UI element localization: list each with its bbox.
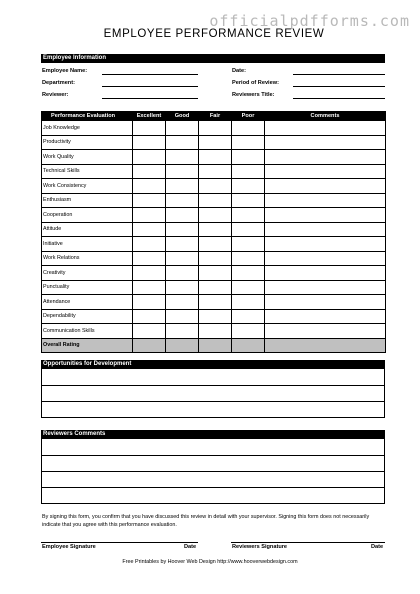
poor-cell[interactable] <box>232 324 265 339</box>
comments-line[interactable] <box>42 439 384 455</box>
table-row <box>42 135 386 150</box>
criterion-label: Overall Rating <box>42 338 133 353</box>
excellent-cell[interactable] <box>133 237 166 252</box>
table-row <box>42 121 386 136</box>
poor-cell[interactable] <box>232 251 265 266</box>
fair-cell[interactable] <box>199 193 232 208</box>
excellent-cell[interactable] <box>133 179 166 194</box>
fair-cell[interactable] <box>199 324 232 339</box>
table-row <box>42 251 386 266</box>
poor-cell[interactable] <box>232 280 265 295</box>
excellent-cell[interactable] <box>133 222 166 237</box>
comments-cell[interactable] <box>265 208 386 223</box>
fair-cell[interactable] <box>199 150 232 165</box>
fair-cell[interactable] <box>199 222 232 237</box>
comments-cell[interactable] <box>265 193 386 208</box>
table-row <box>42 179 386 194</box>
good-cell[interactable] <box>166 280 199 295</box>
comments-cell[interactable] <box>265 237 386 252</box>
comments-cell[interactable] <box>265 121 386 136</box>
reviewers-title-field[interactable] <box>293 98 385 99</box>
good-cell[interactable] <box>166 266 199 281</box>
criterion-label: Enthusiasm <box>42 193 133 208</box>
footer-credit: Free Printables by Hoover Web Design http://www.hooverwebdesign.com <box>122 559 298 565</box>
opportunities-line[interactable] <box>42 385 384 401</box>
poor-cell[interactable] <box>232 222 265 237</box>
employee-name-field[interactable] <box>102 74 198 75</box>
department-field[interactable] <box>102 86 198 87</box>
table-row <box>42 222 386 237</box>
fair-cell[interactable] <box>199 309 232 324</box>
table-row <box>42 193 386 208</box>
reviewer-field[interactable] <box>102 98 198 99</box>
excellent-cell[interactable] <box>133 324 166 339</box>
comments-cell[interactable] <box>265 280 386 295</box>
criterion-label: Work Consistency <box>42 179 133 194</box>
comments-cell[interactable] <box>265 295 386 310</box>
good-cell[interactable] <box>166 338 199 353</box>
fair-cell[interactable] <box>199 135 232 150</box>
good-cell[interactable] <box>166 295 199 310</box>
criterion-label: Dependability <box>42 309 133 324</box>
comments-cell[interactable] <box>265 266 386 281</box>
table-row <box>42 164 386 179</box>
comments-cell[interactable] <box>265 338 386 353</box>
good-cell[interactable] <box>166 135 199 150</box>
date-field[interactable] <box>293 74 385 75</box>
reviewer-label: Reviewer: <box>42 92 69 98</box>
comments-cell[interactable] <box>265 251 386 266</box>
comments-cell[interactable] <box>265 135 386 150</box>
poor-cell[interactable] <box>232 237 265 252</box>
criterion-label: Job Knowledge <box>42 121 133 136</box>
table-row <box>42 208 386 223</box>
comments-cell[interactable] <box>265 179 386 194</box>
excellent-cell[interactable] <box>133 121 166 136</box>
criterion-label: Initiative <box>42 237 133 252</box>
comments-cell[interactable] <box>265 324 386 339</box>
table-row <box>42 266 386 281</box>
performance-evaluation-table <box>41 111 386 353</box>
excellent-cell[interactable] <box>133 295 166 310</box>
good-cell[interactable] <box>166 208 199 223</box>
employee-signature-line[interactable] <box>41 542 198 543</box>
poor-cell[interactable] <box>232 309 265 324</box>
fair-cell[interactable] <box>199 280 232 295</box>
comments-line[interactable] <box>42 487 384 503</box>
good-cell[interactable] <box>166 164 199 179</box>
criterion-label: Communication Skills <box>42 324 133 339</box>
excellent-cell[interactable] <box>133 193 166 208</box>
poor-cell[interactable] <box>232 179 265 194</box>
fair-cell[interactable] <box>199 295 232 310</box>
opportunities-box[interactable] <box>41 369 385 418</box>
criterion-label: Productivity <box>42 135 133 150</box>
column-header: Fair <box>199 112 232 121</box>
reviewers-comments-box[interactable] <box>41 439 385 504</box>
fair-cell[interactable] <box>199 338 232 353</box>
comments-cell[interactable] <box>265 309 386 324</box>
criterion-label: Work Quality <box>42 150 133 165</box>
comments-cell[interactable] <box>265 222 386 237</box>
reviewer-signature-label: Reviewers Signature <box>232 544 288 550</box>
table-row <box>42 309 386 324</box>
page-title: EMPLOYEE PERFORMANCE REVIEW <box>103 28 325 40</box>
excellent-cell[interactable] <box>133 135 166 150</box>
excellent-cell[interactable] <box>133 309 166 324</box>
criterion-label: Punctuality <box>42 280 133 295</box>
column-header: Poor <box>232 112 265 121</box>
good-cell[interactable] <box>166 121 199 136</box>
opportunities-line[interactable] <box>42 369 384 385</box>
reviewer-signature-line[interactable] <box>231 542 385 543</box>
poor-cell[interactable] <box>232 266 265 281</box>
excellent-cell[interactable] <box>133 280 166 295</box>
excellent-cell[interactable] <box>133 266 166 281</box>
fair-cell[interactable] <box>199 208 232 223</box>
table-row <box>42 150 386 165</box>
fair-cell[interactable] <box>199 237 232 252</box>
table-header-row <box>42 112 386 121</box>
poor-cell[interactable] <box>232 208 265 223</box>
fair-cell[interactable] <box>199 121 232 136</box>
overall-rating-row <box>42 338 386 353</box>
fair-cell[interactable] <box>199 251 232 266</box>
reviewers-title-label: Reviewers Title: <box>232 92 275 98</box>
good-cell[interactable] <box>166 237 199 252</box>
poor-cell[interactable] <box>232 338 265 353</box>
table-row <box>42 295 386 310</box>
good-cell[interactable] <box>166 309 199 324</box>
opportunities-header: Opportunities for Development <box>41 360 385 369</box>
criterion-label: Attitude <box>42 222 133 237</box>
poor-cell[interactable] <box>232 295 265 310</box>
poor-cell[interactable] <box>232 121 265 136</box>
poor-cell[interactable] <box>232 135 265 150</box>
column-header: Comments <box>265 112 386 121</box>
fair-cell[interactable] <box>199 164 232 179</box>
comments-line[interactable] <box>42 471 384 487</box>
department-label: Department: <box>42 80 75 86</box>
excellent-cell[interactable] <box>133 338 166 353</box>
criterion-label: Creativity <box>42 266 133 281</box>
employee-information-header: Employee Information <box>41 54 385 63</box>
good-cell[interactable] <box>166 251 199 266</box>
excellent-cell[interactable] <box>133 164 166 179</box>
period-of-review-field[interactable] <box>293 86 385 87</box>
poor-cell[interactable] <box>232 193 265 208</box>
period-of-review-label: Period of Review: <box>232 80 279 86</box>
poor-cell[interactable] <box>232 150 265 165</box>
good-cell[interactable] <box>166 193 199 208</box>
comments-cell[interactable] <box>265 164 386 179</box>
opportunities-line[interactable] <box>42 401 384 417</box>
table-row <box>42 280 386 295</box>
excellent-cell[interactable] <box>133 251 166 266</box>
comments-line[interactable] <box>42 455 384 471</box>
good-cell[interactable] <box>166 179 199 194</box>
excellent-cell[interactable] <box>133 208 166 223</box>
column-header: Good <box>166 112 199 121</box>
comments-cell[interactable] <box>265 150 386 165</box>
date-label: Date: <box>232 68 246 74</box>
good-cell[interactable] <box>166 222 199 237</box>
good-cell[interactable] <box>166 150 199 165</box>
fair-cell[interactable] <box>199 266 232 281</box>
excellent-cell[interactable] <box>133 150 166 165</box>
table-row <box>42 324 386 339</box>
criterion-label: Cooperation <box>42 208 133 223</box>
employee-signature-label: Employee Signature <box>42 544 96 550</box>
fair-cell[interactable] <box>199 179 232 194</box>
column-header: Performance Evaluation <box>42 112 133 121</box>
column-header: Excellent <box>133 112 166 121</box>
criterion-label: Attendance <box>42 295 133 310</box>
disclaimer-text: By signing this form, you confirm that you have discussed this review in detail with your supervisor. Signing this form does not necessarily indicate that you agree with this performance evaluation. <box>42 514 370 528</box>
reviewers-comments-header: Reviewers Comments <box>41 430 385 439</box>
criterion-label: Work Relations <box>42 251 133 266</box>
reviewer-date-label: Date <box>371 544 384 550</box>
table-row <box>42 237 386 252</box>
employee-name-label: Employee Name: <box>42 68 88 74</box>
criterion-label: Technical Skills <box>42 164 133 179</box>
watermark: officialpdfforms.com <box>209 12 410 30</box>
employee-date-label: Date <box>184 544 197 550</box>
good-cell[interactable] <box>166 324 199 339</box>
poor-cell[interactable] <box>232 164 265 179</box>
